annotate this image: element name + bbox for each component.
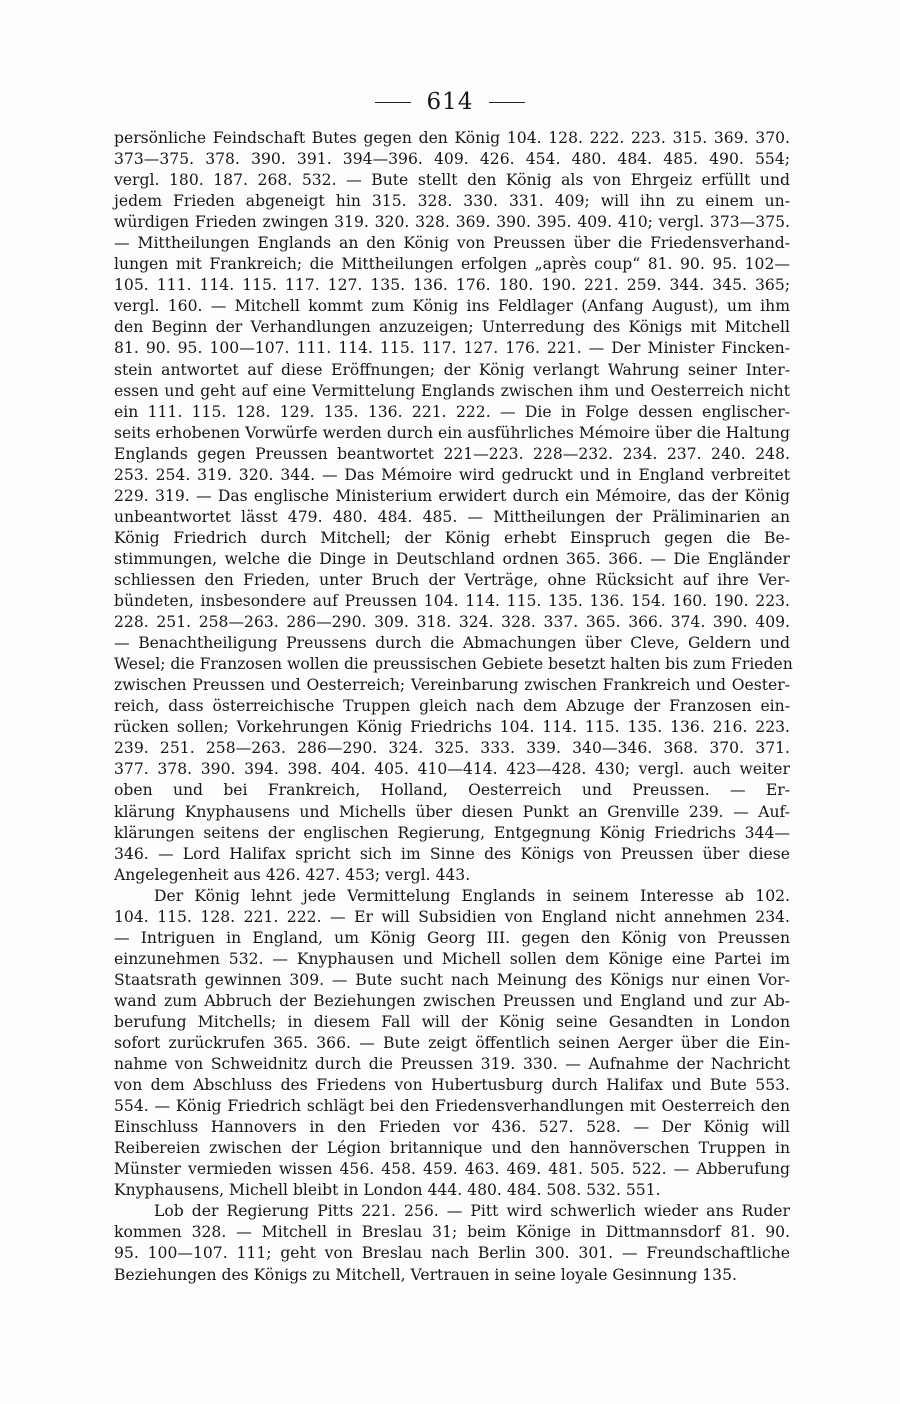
- text-line: lungen mit Frankreich; die Mittheilungen erfolgen „après coup“ 81. 90. 95. 102—: [114, 255, 790, 274]
- text-line: König Friedrich durch Mitchell; der König erhebt Einspruch gegen die Be-: [114, 528, 790, 547]
- text-line: Einschluss Hannovers in den Frieden vor 436. 527. 528. — Der König will: [114, 1118, 790, 1137]
- header-rule-left: [375, 102, 411, 103]
- text-line: Der König lehnt jede Vermittelung Englands in seinem Interesse ab 102.: [154, 886, 790, 905]
- text-line: Beziehungen des Königs zu Mitchell, Vertrauen in seine loyale Gesinnung 135.: [114, 1265, 737, 1284]
- text-line: 346. — Lord Halifax spricht sich im Sinne des Königs von Preussen über diese: [114, 844, 790, 863]
- text-line: nahme von Schweidnitz durch die Preussen 319. 330. — Aufnahme der Nachricht: [114, 1055, 790, 1074]
- text-line: einzunehmen 532. — Knyphausen und Michell sollen dem Könige eine Partei im: [114, 949, 790, 968]
- text-line: Lob der Regierung Pitts 221. 256. — Pitt wird schwerlich wieder ans Ruder: [154, 1202, 790, 1221]
- index-text-body: [114, 128, 793, 1286]
- text-line: Staatsrath gewinnen 309. — Bute sucht nach Meinung des Königs nur einen Vor-: [114, 970, 790, 989]
- text-line: 554. — König Friedrich schlägt bei den Friedensverhandlungen mit Oesterreich den: [114, 1097, 790, 1116]
- text-line: schliessen den Frieden, unter Bruch der Verträge, ohne Rücksicht auf ihre Ver-: [114, 570, 790, 589]
- text-line: stimmungen, welche die Dinge in Deutschland ordnen 365. 366. — Die Engländer: [114, 549, 790, 568]
- text-line: vergl. 180. 187. 268. 532. — Bute stellt den König als von Ehrgeiz erfüllt und: [114, 171, 790, 190]
- text-line: jedem Frieden abgeneigt hin 315. 328. 330. 331. 409; will ihn zu einem un-: [114, 192, 790, 211]
- text-line: klärungen seitens der englischen Regierung, Entgegnung König Friedrichs 344—: [114, 823, 790, 842]
- text-line: vergl. 160. — Mitchell kommt zum König ins Feldlager (Anfang August), um ihm: [114, 297, 790, 316]
- index-paragraph: [114, 886, 790, 1202]
- text-line: zwischen Preussen und Oesterreich; Vereinbarung zwischen Frankreich und Oester-: [114, 676, 790, 695]
- text-line: unbeantwortet lässt 479. 480. 484. 485. — Mittheilungen der Präliminarien an: [114, 507, 790, 526]
- text-line: würdigen Frieden zwingen 319. 320. 328. 369. 390. 395. 409. 410; vergl. 373—375.: [114, 213, 790, 232]
- text-line: Wesel; die Franzosen wollen die preussischen Gebiete besetzt halten bis zum Frieden: [114, 655, 793, 674]
- index-paragraph: [114, 1201, 790, 1285]
- text-line: 104. 115. 128. 221. 222. — Er will Subsidien von England nicht annehmen 234.: [114, 907, 790, 926]
- text-line: berufung Mitchells; in diesem Fall will der König seine Gesandten in London: [114, 1012, 790, 1031]
- index-paragraph: [114, 128, 793, 886]
- text-line: Knyphausens, Michell bleibt in London 444. 480. 484. 508. 532. 551.: [114, 1181, 661, 1200]
- text-line: 95. 100—107. 111; geht von Breslau nach Berlin 300. 301. — Freundschaftliche: [114, 1244, 790, 1263]
- text-line: reich, dass österreichische Truppen gleich nach dem Abzuge der Franzosen ein-: [114, 697, 790, 716]
- text-line: wand zum Abbruch der Beziehungen zwischen Preussen und England und zur Ab-: [114, 991, 790, 1010]
- text-line: — Mittheilungen Englands an den König von Preussen über die Friedensverhand-: [114, 234, 790, 253]
- text-line: 229. 319. — Das englische Ministerium erwidert durch ein Mémoire, das der König: [114, 486, 790, 505]
- text-line: 239. 251. 258—263. 286—290. 324. 325. 333. 339. 340—346. 368. 370. 371.: [114, 739, 790, 758]
- text-line: rücken sollen; Vorkehrungen König Friedrichs 104. 114. 115. 135. 136. 216. 223.: [114, 718, 790, 737]
- text-line: 373—375. 378. 390. 391. 394—396. 409. 426. 454. 480. 484. 485. 490. 554;: [114, 150, 790, 169]
- text-line: persönliche Feindschaft Butes gegen den König 104. 128. 222. 223. 315. 369. 370.: [114, 129, 790, 147]
- text-line: Reibereien zwischen der Légion britannique und den hannöverschen Truppen in: [114, 1139, 790, 1158]
- header-rule-right: [489, 102, 525, 103]
- text-line: 81. 90. 95. 100—107. 111. 114. 115. 117. 127. 176. 221. — Der Minister Fincken-: [114, 339, 790, 358]
- text-line: essen und geht auf eine Vermittelung Englands zwischen ihm und Oesterreich nicht: [114, 381, 790, 400]
- text-line: sofort zurückrufen 365. 366. — Bute zeigt öffentlich seinen Aerger über die Ein-: [114, 1034, 790, 1053]
- text-line: von dem Abschluss des Friedens von Hubertusburg durch Halifax und Bute 553.: [114, 1076, 790, 1095]
- text-line: 105. 111. 114. 115. 117. 127. 135. 136. 176. 180. 190. 221. 259. 344. 345. 365;: [114, 276, 790, 295]
- text-line: seits erhobenen Vorwürfe werden durch ein ausführliches Mémoire über die Haltung: [114, 423, 790, 442]
- text-line: Münster vermieden wissen 456. 458. 459. 463. 469. 481. 505. 522. — Abberufung: [114, 1160, 790, 1179]
- text-line: 377. 378. 390. 394. 398. 404. 405. 410—414. 423—428. 430; vergl. auch weiter: [114, 760, 790, 779]
- text-line: klärung Knyphausens und Michells über diesen Punkt an Grenville 239. — Auf-: [114, 802, 790, 821]
- text-line: oben und bei Frankreich, Holland, Oesterreich und Preussen. — Er-: [114, 781, 790, 800]
- text-line: — Intriguen in England, um König Georg III. gegen den König von Preussen: [114, 928, 790, 947]
- text-line: 253. 254. 319. 320. 344. — Das Mémoire wird gedruckt und in England verbreitet: [114, 465, 790, 484]
- text-line: stein antwortet auf diese Eröffnungen; der König verlangt Wahrung seiner Inter-: [114, 360, 790, 379]
- text-line: ein 111. 115. 128. 129. 135. 136. 221. 222. — Die in Folge dessen englischer-: [114, 402, 790, 421]
- page-number: 614: [426, 89, 474, 115]
- text-line: 228. 251. 258—263. 286—290. 309. 318. 324. 328. 337. 365. 366. 374. 390. 409.: [114, 613, 790, 632]
- text-line: — Benachtheiligung Preussens durch die Abmachungen über Cleve, Geldern und: [114, 634, 790, 653]
- text-line: Englands gegen Preussen beantwortet 221—223. 228—232. 234. 237. 240. 248.: [114, 444, 790, 463]
- text-line: bündeten, insbesondere auf Preussen 104. 114. 115. 135. 136. 154. 160. 190. 223.: [114, 592, 790, 611]
- text-line: kommen 328. — Mitchell in Breslau 31; beim Könige in Dittmannsdorf 81. 90.: [114, 1223, 790, 1242]
- page-header: [0, 84, 900, 120]
- text-line: den Beginn der Verhandlungen anzuzeigen; Unterredung des Königs mit Mitchell: [114, 318, 790, 337]
- text-line: Angelegenheit aus 426. 427. 453; vergl. 443.: [114, 865, 471, 884]
